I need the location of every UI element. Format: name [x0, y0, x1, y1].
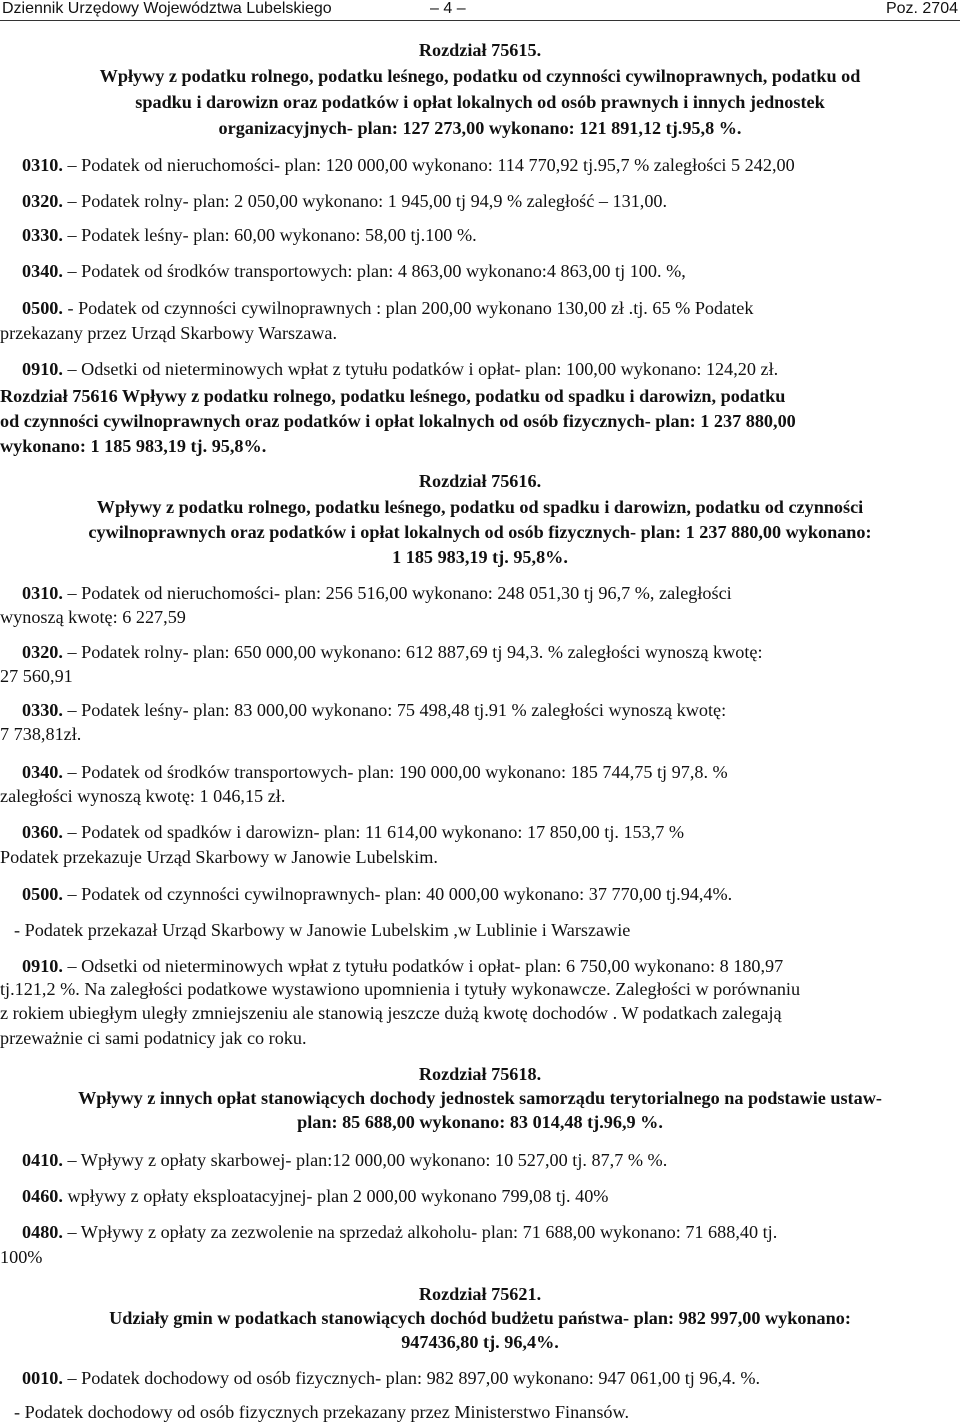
item-code: 0910. [22, 359, 63, 379]
section-title-line: 1 185 983,19 tj. 95,8%. [392, 547, 568, 567]
budget-item [0, 1220, 960, 1245]
section-heading-75621: Rozdział 75621. [418, 1284, 542, 1304]
item-text: – Odsetki od nieterminowych wpłat z tytułu podatków i opłat- plan: 6 750,00 wykonano: 8 180,97 [62, 956, 784, 976]
item-code: 0410. [22, 1150, 63, 1170]
section-title-line: organizacyjnych- plan: 127 273,00 wykonano: 121 891,12 tj.95,8 %. [218, 118, 742, 138]
section-title-line: Wpływy z podatku rolnego, podatku leśnego, podatku od spadku i darowizn, podatku od czynności [96, 497, 864, 517]
item-text: – Podatek leśny- plan: 83 000,00 wykonano: 75 498,48 tj.91 % zaległości wynoszą kwotę: [62, 700, 727, 720]
budget-item [0, 1184, 960, 1209]
item-note: - Podatek przekazał Urząd Skarbowy w Janowie Lubelskim ,w Lublinie i Warszawie [14, 920, 631, 940]
item-text: – Podatek od środków transportowych: plan: 4 863,00 wykonano:4 863,00 tj 100. %, [62, 261, 686, 281]
section-heading-75618: Rozdział 75618. [418, 1064, 542, 1084]
item-code: 0340. [22, 261, 63, 281]
item-text: – Podatek od spadków i darowizn- plan: 11 614,00 wykonano: 17 850,00 tj. 153,7 % [62, 822, 685, 842]
item-text: – Wpływy z opłaty za zezwolenie na sprzedaż alkoholu- plan: 71 688,00 wykonano: 71 688,40 tj. [62, 1222, 778, 1242]
budget-item [0, 882, 960, 907]
item-code: 0910. [22, 956, 63, 976]
budget-item [0, 581, 960, 606]
item-text: – Podatek dochodowy od osób fizycznych- plan: 982 897,00 wykonano: 947 061,00 tj 96,4. %. [62, 1368, 761, 1388]
item-code: 0340. [22, 762, 63, 782]
item-text: - Podatek od czynności cywilnoprawnych : plan 200,00 wykonano 130,00 zł .tj. 65 % Podatek [62, 298, 754, 318]
item-note: - Podatek dochodowy od osób fizycznych przekazany przez Ministerstwo Finansów. [14, 1402, 630, 1422]
item-text: – Podatek rolny- plan: 2 050,00 wykonano: 1 945,00 tj 94,9 % zaległość – 131,00. [62, 191, 668, 211]
summary-line: wykonano: 1 185 983,19 tj. 95,8%. [0, 436, 267, 456]
item-continuation: przekazany przez Urząd Skarbowy Warszawa. [0, 323, 338, 343]
position-number: Poz. 2704 [885, 0, 958, 17]
budget-item [0, 1148, 960, 1173]
section-heading-75616: Rozdział 75616. [418, 471, 542, 491]
section-title-line: spadku i darowizn oraz podatków i opłat lokalnych od osób prawnych i innych jednostek [135, 92, 825, 112]
item-continuation: 7 738,81zł. [0, 724, 82, 744]
item-text: – Odsetki od nieterminowych wpłat z tytułu podatków i opłat- plan: 100,00 wykonano: 124,20 zł. [62, 359, 779, 379]
section-title-line: cywilnoprawnych oraz podatków i opłat lokalnych od osób fizycznych- plan: 1 237 880,00 wykonano: [88, 522, 872, 542]
item-code: 0310. [22, 583, 63, 603]
item-code: 0460. [22, 1186, 63, 1206]
budget-item [0, 296, 960, 321]
item-continuation: tj.121,2 %. Na zaległości podatkowe wystawiono upomnienia i tytuły wykonawcze. Zaległości w porównaniu [0, 979, 801, 999]
item-continuation: Podatek przekazuje Urząd Skarbowy w Janowie Lubelskim. [0, 847, 438, 867]
summary-line: Rozdział 75616 Wpływy z podatku rolnego, podatku leśnego, podatku od spadku i darowizn, podatku [0, 386, 786, 406]
item-text: wpływy z opłaty eksploatacyjnej- plan 2 000,00 wykonano 799,08 tj. 40% [62, 1186, 609, 1206]
item-continuation: wynoszą kwotę: 6 227,59 [0, 607, 186, 627]
budget-item [0, 820, 960, 845]
item-code: 0320. [22, 642, 63, 662]
budget-item [0, 640, 960, 665]
item-code: 0320. [22, 191, 63, 211]
summary-line: od czynności cywilnoprawnych oraz podatków i opłat lokalnych od osób fizycznych- plan: 1 237 880,00 [0, 411, 796, 431]
section-title-line: Wpływy z innych opłat stanowiących dochody jednostek samorządu terytorialnego na podstawie ustaw- [78, 1088, 882, 1108]
item-code: 0010. [22, 1368, 63, 1388]
item-text: – Wpływy z opłaty skarbowej- plan:12 000,00 wykonano: 10 527,00 tj. 87,7 % %. [62, 1150, 668, 1170]
item-continuation: 27 560,91 [0, 666, 73, 686]
section-title-line: 947436,80 tj. 96,4%. [401, 1332, 559, 1352]
item-code: 0500. [22, 298, 63, 318]
item-text: – Podatek leśny- plan: 60,00 wykonano: 58,00 tj.100 %. [62, 225, 477, 245]
budget-item [0, 223, 960, 248]
item-text: – Podatek od nieruchomości- plan: 256 516,00 wykonano: 248 051,30 tj 96,7 %, zaległości [62, 583, 732, 603]
item-continuation: 100% [0, 1247, 43, 1267]
budget-item [0, 189, 960, 214]
item-text: – Podatek od czynności cywilnoprawnych- plan: 40 000,00 wykonano: 37 770,00 tj.94,4%. [62, 884, 733, 904]
budget-item [0, 153, 960, 178]
item-code: 0480. [22, 1222, 63, 1242]
item-continuation: z rokiem ubiegłym uległy zmniejszeniu ale stanowią jeszcze dużą kwotę dochodów . W podatkach zalegają [0, 1003, 782, 1023]
item-text: – Podatek od środków transportowych- plan: 190 000,00 wykonano: 185 744,75 tj 97,8. % [62, 762, 728, 782]
item-code: 0310. [22, 155, 63, 175]
page-number: – 4 – [430, 0, 466, 17]
section-heading-75615: Rozdział 75615. [418, 40, 542, 60]
section-title-line: Udziały gmin w podatkach stanowiących dochód budżetu państwa- plan: 982 997,00 wykonano: [109, 1308, 851, 1328]
section-title-line: plan: 85 688,00 wykonano: 83 014,48 tj.96,9 %. [297, 1112, 663, 1132]
item-text: – Podatek od nieruchomości- plan: 120 000,00 wykonano: 114 770,92 tj.95,7 % zaległości 5 242,00 [62, 155, 795, 175]
header-rule [0, 20, 960, 21]
budget-item [0, 954, 960, 979]
budget-item [0, 760, 960, 785]
item-continuation: zaległości wynoszą kwotę: 1 046,15 zł. [0, 786, 286, 806]
item-code: 0330. [22, 225, 63, 245]
item-code: 0500. [22, 884, 63, 904]
item-code: 0360. [22, 822, 63, 842]
page-header [0, 0, 960, 22]
budget-item [0, 698, 960, 723]
journal-title: Dziennik Urzędowy Województwa Lubelskiego [2, 0, 332, 17]
budget-item [0, 1366, 960, 1391]
item-code: 0330. [22, 700, 63, 720]
budget-item [0, 259, 960, 284]
section-title-line: Wpływy z podatku rolnego, podatku leśnego, podatku od czynności cywilnoprawnych, podatku od [99, 66, 861, 86]
item-continuation: przeważnie ci sami podatnicy jak co roku. [0, 1028, 307, 1048]
item-text: – Podatek rolny- plan: 650 000,00 wykonano: 612 887,69 tj 94,3. % zaległości wynoszą kwotę: [62, 642, 763, 662]
budget-item [0, 357, 960, 382]
